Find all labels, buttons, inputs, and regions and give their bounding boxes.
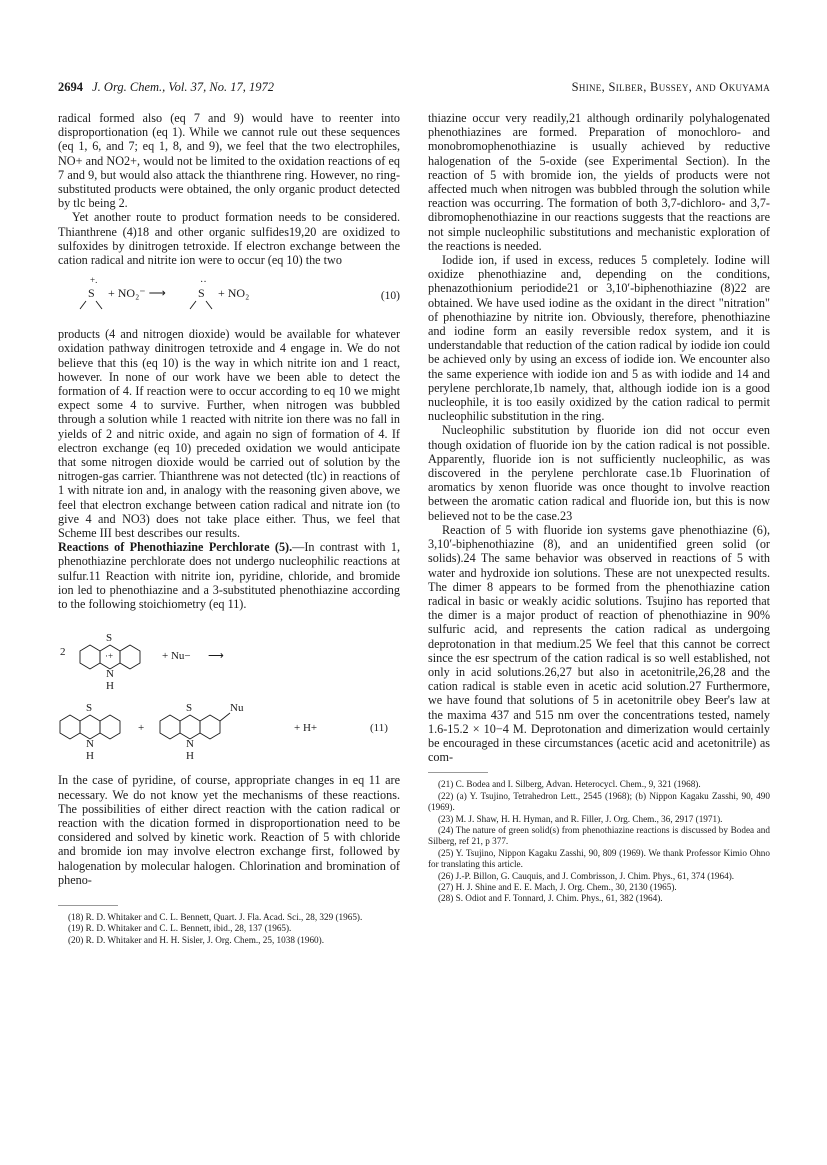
svg-text:+ NO₂: + NO₂ bbox=[218, 286, 250, 301]
stoich-coefficient: 2 bbox=[60, 646, 66, 659]
section-text: —In contrast with 1, phenothiazine perchlorate does not undergo nucleophilic reactions at sulfur.11 Reaction with nitrite ion, pyridine, chloride, and bromide ion led to phenothiazine and a 3-substituted phenothiazine according to the following stoichiometry (eq 11). bbox=[58, 540, 400, 612]
footnote-rule bbox=[58, 905, 118, 906]
section-heading: Reactions of Phenothiazine Perchlorate (5). bbox=[58, 540, 293, 555]
right-column bbox=[428, 111, 770, 905]
footnote: (23) M. J. Shaw, H. H. Hyman, and R. Filler, J. Org. Chem., 36, 2917 (1971). bbox=[438, 813, 723, 824]
equation-number: (10) bbox=[380, 290, 400, 303]
left-column bbox=[58, 111, 400, 946]
footnote: (26) J.-P. Billon, G. Cauquis, and J. Combrisson, J. Chim. Phys., 61, 374 (1964). bbox=[438, 870, 735, 881]
footnote: (22) (a) Y. Tsujino, Tetrahedron Lett., 2545 (1968); (b) Nippon Kagaku Zasshi, 90, 490 (1969). bbox=[428, 790, 770, 813]
equation-10 bbox=[58, 275, 400, 319]
footnote: (25) Y. Tsujino, Nippon Kagaku Zasshi, 90, 809 (1969). We thank Professor Kimio Ohno for translating this article. bbox=[428, 847, 770, 870]
footnote: (21) C. Bodea and I. Silberg, Advan. Heterocycl. Chem., 9, 321 (1968). bbox=[438, 779, 701, 790]
nucleophile-term: + Nu− bbox=[162, 650, 191, 663]
hydrogen-label: H bbox=[86, 750, 94, 763]
paragraph: products (4 and nitrogen dioxide) would be available for whatever oxidation pathway dinitrogen tetroxide and 4 engage in. We do not believe that this (eq 10) is the way in which nitrite ion and 1 react, however. In none of our work have we been able to detect the formation of 4. If reaction were to occur according to eq 10 we might expect some 4 to survive. Further, when nitrogen was bubbled through a solution while 1 reacted with nitrite ion there was no fall in yields of 2 and nitric oxide, and again no sign of formation of 4. If electron exchange (eq 10) preceded oxidation we would anticipate that some nitrogen dioxide would be carried out of solution by the nitrogen-gas carrier. Thianthrene was not detected (tlc) in reactions of 1 with nitrate ion and, in analogy with the reasoning given above, we feel that electron exchange between cation radical and nitrate ion (to give 4 and NO3) does not take place either. Thus, we feel that Scheme III best describes our results. bbox=[58, 327, 400, 541]
svg-text:+.: +. bbox=[90, 275, 98, 286]
equation-10-drawing bbox=[78, 275, 338, 319]
nitrogen-label: N bbox=[186, 738, 194, 751]
nitrogen-label: N bbox=[86, 738, 94, 751]
nitrogen-label: N bbox=[106, 668, 114, 681]
svg-text:··: ·· bbox=[200, 277, 207, 289]
paragraph: Yet another route to product formation needs to be considered. Thianthrene (4)18 and other organic sulfides19,20 are oxidized to sulfoxides by dinitrogen tetroxide. If electron exchange between the cation radical and nitrite ion were to occur (eq 10) the two bbox=[58, 210, 400, 268]
footnote: (18) R. D. Whitaker and C. L. Bennett, Quart. J. Fla. Acad. Sci., 28, 329 (1965). bbox=[68, 911, 363, 922]
equation-11-drawing bbox=[58, 617, 400, 767]
svg-text:S: S bbox=[88, 286, 95, 301]
paragraph: Iodide ion, if used in excess, reduces 5 completely. Iodine will oxidize phenothiazine and, depending on the conditions, phenazothionium periodide21 or 3,10′-biphenothiazine (8)22 are obtained. We have used iodine as the oxidant in the direct "nitration" of phenothiazine by nitrite ion. Obviously, therefore, phenothiazine and iodine form an easily reversible redox system, and it is understandable that reduction of the cation radical by iodide ion could be achieved only by using an excess of iodide ion. We encounter also the same experience with iodide ion and 5 as with iodide and 14 and perylene perchlorate,1b namely, that, although iodide ion is a good nucleophile, it is too easily oxidized by the cation radical to permit nucleophilic substitution in the ring. bbox=[428, 253, 770, 424]
footnotes-right bbox=[428, 779, 770, 904]
equation-11 bbox=[58, 617, 400, 767]
header-left bbox=[58, 80, 274, 95]
footnotes-left bbox=[58, 912, 400, 946]
equation-number: (11) bbox=[370, 722, 388, 735]
footnote: (28) S. Odiot and F. Tonnard, J. Chim. Phys., 61, 382 (1964). bbox=[438, 893, 663, 904]
page-number: 2694 bbox=[58, 80, 83, 94]
footnote: (27) H. J. Shine and E. E. Mach, J. Org. Chem., 30, 2130 (1965). bbox=[438, 882, 677, 892]
header-authors: Shine, Silber, Bussey, and Okuyama bbox=[571, 80, 770, 94]
hydrogen-label: H bbox=[186, 750, 194, 763]
plus-sign: + bbox=[138, 722, 145, 735]
paragraph: radical formed also (eq 7 and 9) would have to reenter into disproportionation (eq 1). While we cannot rule out these sequences (eq 1, 6, and 7; eq 1, 8, and 9), we feel that the two electrophiles, NO+ and NO2+, would not be limited to the oxidation reactions of eq 7 and 9, but would also attack the thianthrene ring. However, no ring-substituted products were obtained, the only organic product detected by tlc being 2. bbox=[58, 111, 400, 211]
running-header bbox=[58, 80, 770, 96]
paragraph: Nucleophilic substitution by fluoride ion did not occur even though oxidation of fluoride ion by the cation radical is not possible. Apparently, fluoride ion is not sufficiently nucleophilic, as was discovered in the perylene perchlorate case.1b Fluorination of aromatics by xenon fluoride was once thought to involve reaction between the aromatic cation radical and fluoride ion, but this is now believed not to be the case.23 bbox=[428, 423, 770, 523]
svg-text:S: S bbox=[198, 286, 205, 301]
paragraph: In the case of pyridine, of course, appropriate changes in eq 11 are necessary. We do not know yet the mechanisms of these reactions. The possibilities of either direct reaction with the cation radical or reaction with the dication formed in disproportionation need to be considered and solved by kinetic work. Reaction of 5 with chloride and bromide ion may involve electron exchange first, followed by halogenation by molecular halogen. Chlorination and bromination of pheno- bbox=[58, 773, 400, 887]
radical-label: ·+ bbox=[105, 651, 114, 662]
proton-term: + H+ bbox=[294, 722, 318, 735]
paragraph: thiazine occur very readily,21 although ordinarily polyhalogenated phenothiazines are formed. Preparation of monochloro- and monobromophenothiazine is usually achieved by reductive halogenation of the 5-oxide (see Experimental Section). In the reaction of 5 with bromide ion, the yields of products were not affected much when nitrogen was bubbled through the solution while reaction was occurring. The formation of both 3,7-dichloro- and 3,7-dibromophenothiazine in our reactions suggests that the reactions are not simple nucleophilic substitutions and mechanistic exploration of the reactions is needed. bbox=[428, 111, 770, 253]
footnote: (20) R. D. Whitaker and H. H. Sisler, J. Org. Chem., 25, 1038 (1960). bbox=[68, 934, 325, 945]
footnote: (24) The nature of green solid(s) from phenothiazine reactions is discussed by Bodea and Silberg, ref 21, p 377. bbox=[428, 824, 770, 847]
journal-citation: J. Org. Chem., Vol. 37, No. 17, 1972 bbox=[92, 80, 274, 94]
footnote: (19) R. D. Whitaker and C. L. Bennett, ibid., 28, 137 (1965). bbox=[68, 923, 292, 934]
sulfur-label: S bbox=[106, 632, 113, 645]
nucleophile-label: Nu bbox=[230, 702, 244, 715]
sulfur-label: S bbox=[186, 702, 193, 715]
svg-text:+ NO₂⁻ ⟶: + NO₂⁻ ⟶ bbox=[108, 286, 166, 301]
sulfur-label: S bbox=[86, 702, 93, 715]
paragraph: Reaction of 5 with fluoride ion systems gave phenothiazine (6), 3,10′-biphenothiazine (8), and an unidentified green solid (or solids).24 The same behavior was observed in reactions of 5 with water and hydroxide ion solutions. These are not unexpected results. The dimer 8 appears to be formed from the phenothiazine cation radical in basic or weakly acidic solutions. Tsujino has reported that the dimer is a major product of reaction of phenothiazine in 90% sulfuric acid, and represents the cation radical as undergoing deprotonation in that medium.25 We feel that this cannot be correct since the esr spectrum of the cation radical is so well established, not only in acid solutions.26,27 but also in acetonitrile,26,28 and the cation radical is stable even in acetic acid solution.27 Furthermore, we have found that solutions of 5 in acetonitrile obey Beer's law at the maxima 437 and 515 nm over the concentrations tested, namely 1.6-15.2 × 10−4 M. Deprotonation and dimerization would certainly be encouraged in these circumstances (acetic acid and acetonitrile) as com- bbox=[428, 522, 770, 765]
footnote-rule bbox=[428, 772, 488, 773]
reaction-arrow: ⟶ bbox=[208, 650, 224, 663]
hydrogen-label: H bbox=[106, 680, 114, 693]
